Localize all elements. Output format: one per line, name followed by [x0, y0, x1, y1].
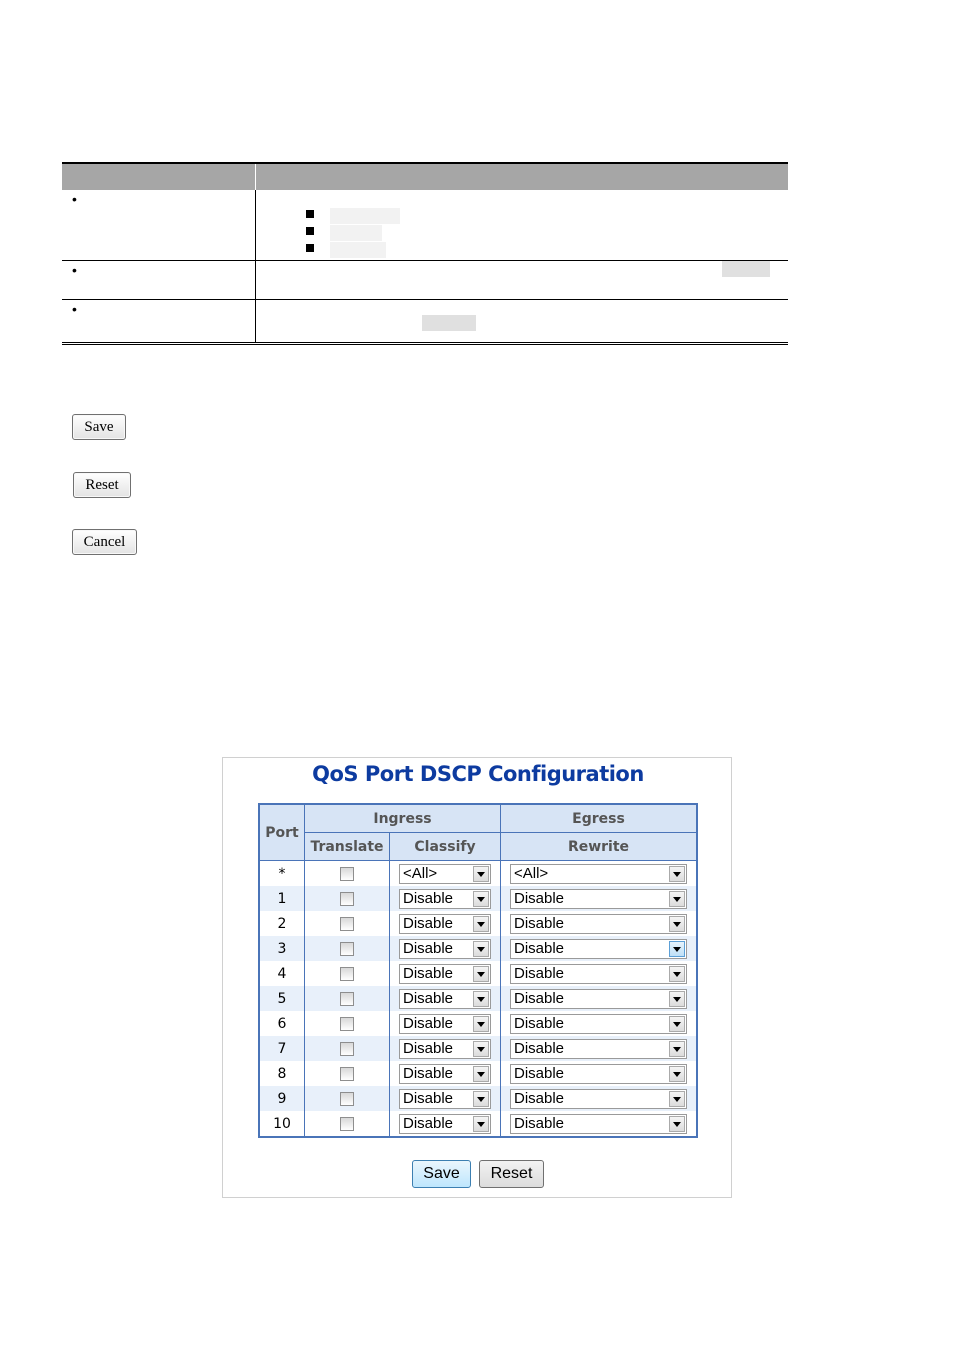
rewrite-select[interactable]	[510, 1064, 687, 1084]
port-cell: 3	[259, 936, 305, 961]
dropdown-arrow-icon[interactable]	[473, 966, 489, 982]
dropdown-arrow-icon[interactable]	[669, 1041, 685, 1057]
bullet-icon: •	[72, 262, 77, 278]
rewrite-cell	[501, 986, 698, 1011]
classify-value: Disable	[403, 1014, 454, 1032]
classify-select[interactable]	[399, 914, 491, 934]
translate-cell	[305, 1036, 390, 1061]
classify-select[interactable]	[399, 889, 491, 909]
dropdown-arrow-icon[interactable]	[473, 1066, 489, 1082]
highlight	[422, 315, 476, 331]
dropdown-arrow-icon[interactable]	[669, 1066, 685, 1082]
header-classify: Classify	[390, 833, 501, 861]
translate-checkbox[interactable]	[340, 1017, 354, 1031]
classify-select[interactable]	[399, 1064, 491, 1084]
classify-select[interactable]	[399, 964, 491, 984]
classify-select[interactable]	[399, 864, 491, 884]
translate-cell	[305, 911, 390, 936]
dropdown-arrow-icon[interactable]	[669, 966, 685, 982]
highlight	[330, 208, 400, 224]
classify-value: Disable	[403, 889, 454, 907]
classify-cell	[390, 861, 501, 887]
port-cell: *	[259, 861, 305, 887]
rewrite-cell	[501, 1036, 698, 1061]
rewrite-cell	[501, 1011, 698, 1036]
rewrite-value: Disable	[514, 1014, 565, 1032]
classify-value: Disable	[403, 1039, 454, 1057]
table-row	[259, 1011, 697, 1036]
translate-checkbox[interactable]	[340, 1042, 354, 1056]
header-rewrite: Rewrite	[501, 833, 698, 861]
translate-cell	[305, 1111, 390, 1137]
square-bullet-icon	[306, 210, 314, 218]
translate-checkbox[interactable]	[340, 942, 354, 956]
rewrite-value: Disable	[514, 989, 565, 1007]
classify-select[interactable]	[399, 939, 491, 959]
translate-checkbox[interactable]	[340, 1117, 354, 1131]
description-table	[62, 162, 788, 345]
translate-cell	[305, 936, 390, 961]
page-title: QoS Port DSCP Configuration	[312, 762, 644, 786]
translate-cell	[305, 1086, 390, 1111]
port-cell: 8	[259, 1061, 305, 1086]
description-table-header	[62, 162, 788, 190]
rewrite-value: Disable	[514, 1089, 565, 1107]
port-cell: 7	[259, 1036, 305, 1061]
dropdown-arrow-icon[interactable]	[669, 941, 685, 957]
header-port: Port	[259, 804, 305, 861]
rewrite-cell	[501, 1061, 698, 1086]
qos-port-dscp-panel	[222, 757, 732, 1198]
classify-select[interactable]	[399, 1114, 491, 1134]
classify-select[interactable]	[399, 989, 491, 1009]
rewrite-select[interactable]	[510, 939, 687, 959]
rewrite-value: Disable	[514, 889, 565, 907]
rewrite-cell	[501, 911, 698, 936]
classify-select[interactable]	[399, 1039, 491, 1059]
port-cell: 10	[259, 1111, 305, 1137]
table-row	[259, 986, 697, 1011]
translate-cell	[305, 961, 390, 986]
rewrite-cell	[501, 1086, 698, 1111]
translate-checkbox[interactable]	[340, 967, 354, 981]
dropdown-arrow-icon[interactable]	[669, 866, 685, 882]
rewrite-value: Disable	[514, 1114, 565, 1132]
reset-button[interactable]: Reset	[73, 472, 131, 498]
dropdown-arrow-icon[interactable]	[473, 891, 489, 907]
rewrite-select[interactable]	[510, 964, 687, 984]
translate-cell	[305, 1011, 390, 1036]
reset-button[interactable]: Reset	[479, 1160, 544, 1188]
classify-value: Disable	[403, 1114, 454, 1132]
rewrite-cell	[501, 936, 698, 961]
rewrite-select[interactable]	[510, 1014, 687, 1034]
rewrite-value: Disable	[514, 914, 565, 932]
description-row-1	[62, 190, 788, 261]
classify-cell	[390, 986, 501, 1011]
table-row	[259, 961, 697, 986]
translate-cell	[305, 886, 390, 911]
translate-cell	[305, 861, 390, 887]
rewrite-cell	[501, 1111, 698, 1137]
cancel-button[interactable]: Cancel	[72, 529, 137, 555]
classify-value: Disable	[403, 1064, 454, 1082]
square-bullet-icon	[306, 227, 314, 235]
dropdown-arrow-icon[interactable]	[473, 916, 489, 932]
classify-cell	[390, 1011, 501, 1036]
rewrite-select[interactable]	[510, 1039, 687, 1059]
rewrite-cell	[501, 961, 698, 986]
table-row	[259, 1061, 697, 1086]
highlight	[330, 225, 382, 241]
classify-cell	[390, 961, 501, 986]
highlight	[330, 242, 386, 258]
save-button[interactable]: Save	[72, 414, 126, 440]
highlight	[722, 261, 770, 277]
table-row	[259, 911, 697, 936]
classify-select[interactable]	[399, 1089, 491, 1109]
table-row	[259, 1036, 697, 1061]
table-row	[259, 1111, 697, 1137]
translate-checkbox[interactable]	[340, 892, 354, 906]
classify-value: Disable	[403, 964, 454, 982]
rewrite-value: Disable	[514, 939, 565, 957]
classify-cell	[390, 886, 501, 911]
dropdown-arrow-icon[interactable]	[473, 1041, 489, 1057]
bullet-icon: •	[72, 191, 77, 207]
square-bullet-icon	[306, 244, 314, 252]
translate-checkbox[interactable]	[340, 1092, 354, 1106]
dscp-config-table	[258, 803, 698, 1138]
rewrite-select[interactable]	[510, 889, 687, 909]
rewrite-cell	[501, 886, 698, 911]
dropdown-arrow-icon[interactable]	[473, 941, 489, 957]
rewrite-select[interactable]	[510, 989, 687, 1009]
table-row	[259, 861, 697, 887]
classify-cell	[390, 1061, 501, 1086]
translate-checkbox[interactable]	[340, 917, 354, 931]
classify-select[interactable]	[399, 1014, 491, 1034]
header-ingress: Ingress	[305, 804, 501, 833]
dropdown-arrow-icon[interactable]	[669, 916, 685, 932]
rewrite-select[interactable]	[510, 1114, 687, 1134]
dropdown-arrow-icon[interactable]	[669, 1091, 685, 1107]
table-row	[259, 1086, 697, 1111]
translate-checkbox[interactable]	[340, 867, 354, 881]
dropdown-arrow-icon[interactable]	[473, 1091, 489, 1107]
rewrite-value: Disable	[514, 964, 565, 982]
dropdown-arrow-icon[interactable]	[669, 1116, 685, 1132]
table-row	[259, 936, 697, 961]
table-row	[259, 886, 697, 911]
rewrite-value: Disable	[514, 1039, 565, 1057]
dropdown-arrow-icon[interactable]	[473, 991, 489, 1007]
rewrite-select[interactable]	[510, 914, 687, 934]
bullet-icon: •	[72, 301, 77, 317]
classify-cell	[390, 911, 501, 936]
description-row-3	[62, 300, 788, 342]
rewrite-cell	[501, 861, 698, 887]
port-cell: 6	[259, 1011, 305, 1036]
rewrite-value: <All>	[514, 864, 549, 882]
header-translate: Translate	[305, 833, 390, 861]
classify-cell	[390, 1086, 501, 1111]
rewrite-select[interactable]	[510, 1089, 687, 1109]
classify-cell	[390, 1036, 501, 1061]
dropdown-arrow-icon[interactable]	[473, 1016, 489, 1032]
classify-value: <All>	[403, 864, 438, 882]
port-cell: 5	[259, 986, 305, 1011]
dropdown-arrow-icon[interactable]	[473, 1116, 489, 1132]
classify-value: Disable	[403, 939, 454, 957]
dropdown-arrow-icon[interactable]	[669, 991, 685, 1007]
classify-cell	[390, 1111, 501, 1137]
rewrite-select[interactable]	[510, 864, 687, 884]
translate-checkbox[interactable]	[340, 992, 354, 1006]
classify-value: Disable	[403, 914, 454, 932]
dropdown-arrow-icon[interactable]	[669, 891, 685, 907]
port-cell: 4	[259, 961, 305, 986]
translate-checkbox[interactable]	[340, 1067, 354, 1081]
dropdown-arrow-icon[interactable]	[473, 866, 489, 882]
classify-value: Disable	[403, 989, 454, 1007]
translate-cell	[305, 986, 390, 1011]
classify-value: Disable	[403, 1089, 454, 1107]
save-button[interactable]: Save	[412, 1160, 471, 1188]
classify-cell	[390, 936, 501, 961]
dropdown-arrow-icon[interactable]	[669, 1016, 685, 1032]
port-cell: 9	[259, 1086, 305, 1111]
port-cell: 1	[259, 886, 305, 911]
port-cell: 2	[259, 911, 305, 936]
rewrite-value: Disable	[514, 1064, 565, 1082]
header-egress: Egress	[501, 804, 698, 833]
translate-cell	[305, 1061, 390, 1086]
description-row-2	[62, 261, 788, 300]
